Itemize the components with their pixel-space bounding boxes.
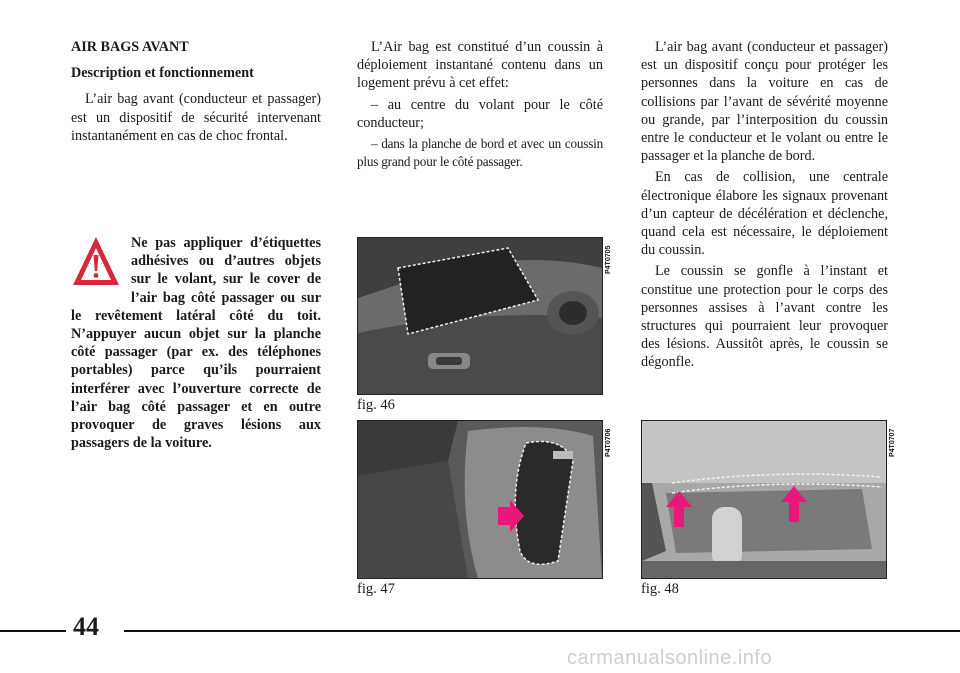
figure-48-caption: fig. 48 [641,581,679,597]
watermark: carmanualsonline.info [567,647,773,669]
text-column-3 [641,38,888,372]
paragraph: L’Air bag est constitué d’un coussin à déploiement instantané contenu dans un logement prévu à cet effet: [357,39,603,92]
section-heading: AIR BAGS AVANT [71,39,189,55]
warning-text: Ne pas appliquer d’étiquettes adhésives ou d’autres objets sur le volant, sur le cover de l’air bag côté passager ou sur le revêtement latéral côté du toit. N’appuyer aucun objet sur la planche côté passager (par ex. des téléphones portables) parce qu’ils pourraient interférer avec l’ouverture correcte de l’air bag côté passager et en outre provoquer de graves lésions aux passagers de la voiture. [71,235,321,452]
paragraph: – au centre du volant pour le côté conducteur; [357,96,603,131]
figure-46-photo [357,237,603,395]
paragraph: L’air bag avant (conducteur et passager) est un dispositif conçu pour protéger les personnes dans la voiture en cas de collisions par l’avant de sévérité moyenne ou grande, par l’interposition du coussin entre le conducteur et le volant ou entre le passager et la planche de bord. [641,39,888,165]
figure-47-caption: fig. 47 [357,581,395,597]
figure-47-code: P4T0706 [605,428,612,457]
footer-rule-right [124,630,960,632]
paragraph: – dans la planche de bord et avec un coussin plus grand pour le côté passager. [357,136,603,170]
text-column-2 [357,38,603,171]
warning-box [71,234,321,452]
figure-46-caption: fig. 46 [357,397,395,413]
figure-48-photo [641,420,887,579]
footer-rule-left [0,630,66,632]
figure-46-code: P4T0705 [605,245,612,274]
figure-47-photo [357,420,603,579]
section-subheading: Description et fonctionnement [71,65,254,82]
text-column-1 [71,38,321,145]
warning-triangle-icon [71,234,121,289]
paragraph: En cas de collision, une centrale électronique élabore les signaux provenant d’un capteur de décélération et déclenche, quand cela est nécessaire, le déploiement du coussin. [641,169,888,259]
paragraph: Le coussin se gonfle à l’instant et constitue une protection pour le corps des personnes assises à l’avant contre les structures qui pourraient leur provoquer des lésions. Aussitôt après, le coussin se dégonfle. [641,263,888,371]
paragraph: L’air bag avant (conducteur et passager) est un dispositif de sécurité intervenant instantanément en cas de choc frontal. [71,91,321,144]
figure-48-code: P4T0707 [889,428,896,457]
page-number: 44 [73,612,99,641]
